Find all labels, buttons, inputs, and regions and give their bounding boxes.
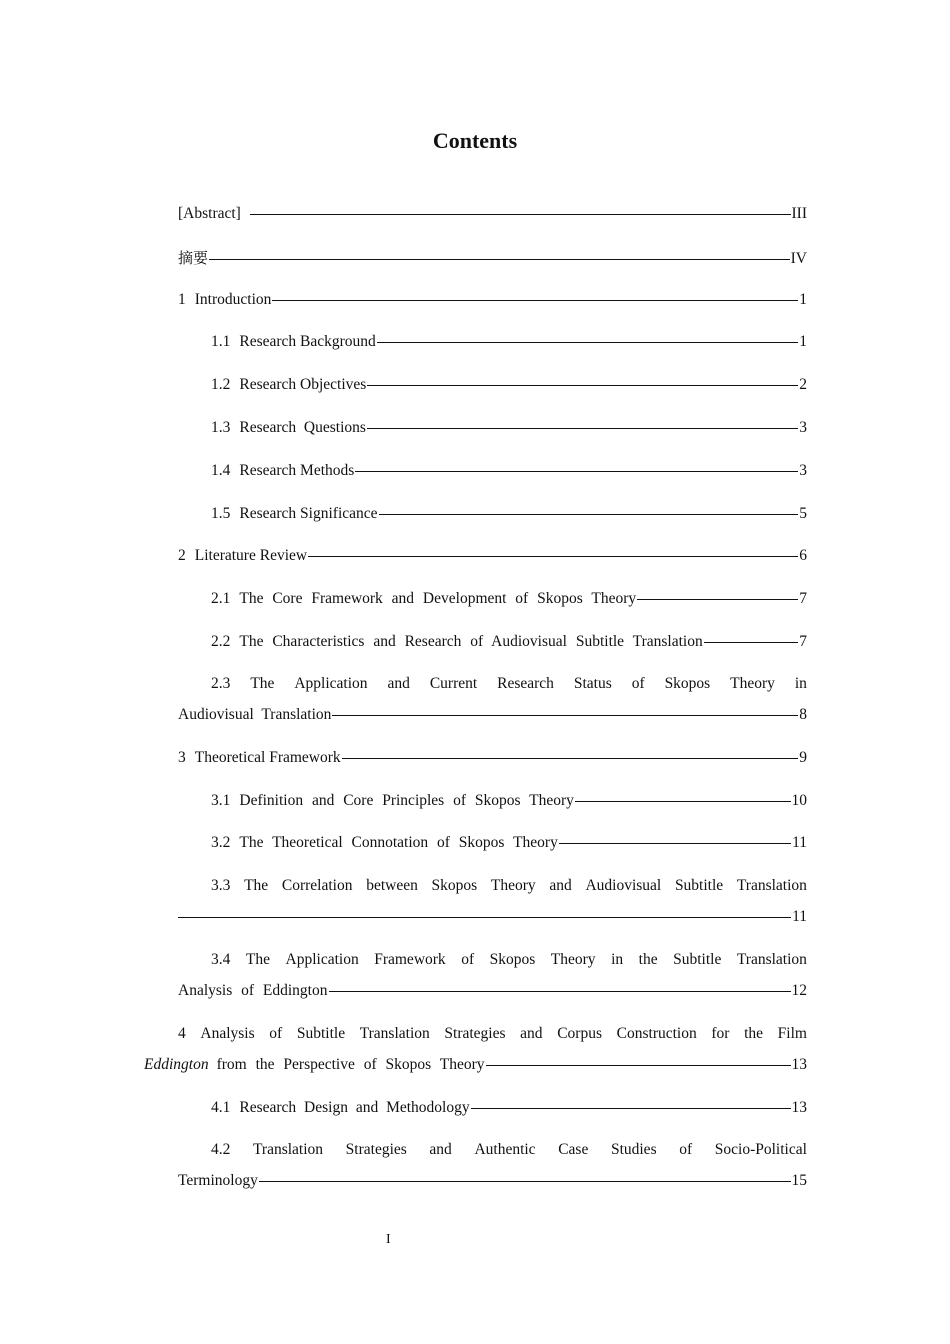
toc-entry-section-4-2-line1[interactable] bbox=[211, 1140, 807, 1160]
toc-entry-section-3-2[interactable] bbox=[211, 833, 807, 853]
toc-entry-section-3-3-line2[interactable] bbox=[178, 907, 807, 927]
toc-entry-label: Audiovisual Translation bbox=[178, 706, 332, 723]
toc-entry-label: Research Questions bbox=[239, 419, 366, 436]
toc-leader bbox=[575, 801, 791, 802]
toc-entry-label: Research Objectives bbox=[239, 376, 367, 393]
toc-word: in bbox=[794, 675, 807, 692]
toc-entry-label: The Theoretical Connotation of Skopos Theory bbox=[239, 834, 558, 851]
toc-page-number: 15 bbox=[791, 1172, 807, 1189]
toc-entry-label: 摘要 bbox=[178, 249, 209, 267]
toc-word: of bbox=[461, 951, 475, 968]
toc-entry-chapter-2[interactable] bbox=[178, 546, 807, 566]
toc-entry-label: Research Design and Methodology bbox=[239, 1099, 470, 1116]
toc-entry-section-2-3-line2[interactable] bbox=[178, 705, 807, 725]
toc-entry-abstract[interactable] bbox=[178, 204, 807, 224]
toc-leader bbox=[178, 917, 791, 918]
toc-entry-section-3-4-line1[interactable] bbox=[211, 950, 807, 970]
toc-word: of bbox=[631, 675, 645, 692]
toc-entry-label: Analysis of Eddington bbox=[178, 982, 328, 999]
toc-page-number: IV bbox=[790, 250, 807, 267]
toc-leader bbox=[471, 1108, 791, 1109]
toc-leader bbox=[704, 642, 799, 643]
toc-page-number: 3 bbox=[799, 462, 807, 479]
toc-entry-number: 1.3 bbox=[211, 419, 231, 436]
toc-entry-label: The Core Framework and Development of Skopos Theory bbox=[239, 590, 637, 607]
toc-entry-section-3-3-line1[interactable] bbox=[211, 876, 807, 896]
toc-leader bbox=[377, 342, 798, 343]
toc-entry-number: 2.1 bbox=[211, 590, 231, 607]
toc-leader bbox=[272, 300, 798, 301]
toc-leader bbox=[209, 259, 790, 260]
toc-word: and bbox=[387, 675, 410, 692]
toc-entry-section-1-5[interactable] bbox=[211, 504, 807, 524]
toc-leader bbox=[250, 214, 791, 215]
toc-word: Application bbox=[294, 675, 368, 692]
toc-entry-film-title: Eddington bbox=[144, 1056, 209, 1073]
toc-page-number: 6 bbox=[799, 547, 807, 564]
toc-word: Theory bbox=[730, 675, 775, 692]
toc-page-number: 1 bbox=[799, 291, 807, 308]
toc-word: Case bbox=[558, 1141, 589, 1158]
toc-entry-chapter-1[interactable] bbox=[178, 290, 807, 310]
toc-word: the bbox=[744, 1025, 764, 1042]
toc-leader bbox=[259, 1181, 791, 1182]
toc-page-number: 9 bbox=[799, 749, 807, 766]
toc-word: Translation bbox=[736, 877, 807, 894]
toc-word: Subtitle bbox=[296, 1025, 346, 1042]
toc-word: Translation bbox=[253, 1141, 324, 1158]
toc-entry-number: 2.2 bbox=[211, 633, 231, 650]
toc-page-number: 11 bbox=[792, 834, 807, 851]
toc-leader bbox=[355, 471, 798, 472]
toc-entry-number: 3.1 bbox=[211, 792, 231, 809]
toc-page-number: 11 bbox=[792, 908, 807, 925]
toc-leader bbox=[367, 385, 798, 386]
toc-entry-label: The Characteristics and Research of Audiovisual Subtitle Translation bbox=[239, 633, 703, 650]
toc-word: Translation bbox=[359, 1025, 430, 1042]
toc-page-number: 12 bbox=[791, 982, 807, 999]
toc-word: Skopos bbox=[664, 675, 711, 692]
toc-word: Subtitle bbox=[673, 951, 722, 968]
toc-word: Strategies bbox=[345, 1141, 407, 1158]
toc-word: of bbox=[679, 1141, 693, 1158]
toc-word: Socio-Political bbox=[714, 1141, 807, 1158]
toc-entry-number: 1.4 bbox=[211, 462, 231, 479]
toc-entry-chapter-3[interactable] bbox=[178, 748, 807, 768]
toc-word: Studies bbox=[610, 1141, 657, 1158]
page-footer-number: I bbox=[386, 1232, 391, 1247]
toc-page-number: 8 bbox=[799, 706, 807, 723]
toc-word: Correlation bbox=[281, 877, 353, 894]
toc-word: Theory bbox=[550, 951, 596, 968]
toc-page-number: 2 bbox=[799, 376, 807, 393]
toc-word: in bbox=[611, 951, 624, 968]
toc-entry-number: 4.1 bbox=[211, 1099, 231, 1116]
toc-word: Film bbox=[777, 1025, 807, 1042]
toc-leader bbox=[559, 843, 791, 844]
toc-word: The bbox=[244, 877, 269, 894]
toc-word: and bbox=[549, 877, 572, 894]
toc-word: Framework bbox=[374, 951, 446, 968]
toc-word: of bbox=[269, 1025, 283, 1042]
toc-entry-section-2-2[interactable] bbox=[211, 632, 807, 652]
toc-entry-number: 3.2 bbox=[211, 834, 231, 851]
toc-word: Skopos bbox=[431, 877, 478, 894]
toc-entry-label: Terminology bbox=[178, 1172, 258, 1189]
toc-leader bbox=[329, 991, 791, 992]
toc-page-number: 13 bbox=[791, 1056, 807, 1073]
toc-entry-number: 1.5 bbox=[211, 505, 231, 522]
toc-entry-label: from the Perspective of Skopos Theory bbox=[216, 1056, 485, 1073]
toc-word: Audiovisual bbox=[585, 877, 662, 894]
toc-word: Current bbox=[429, 675, 478, 692]
toc-entry-section-1-4[interactable] bbox=[211, 461, 807, 481]
toc-word: and bbox=[520, 1025, 543, 1042]
toc-leader bbox=[379, 514, 799, 515]
toc-entry-label: Definition and Core Principles of Skopos Theory bbox=[239, 792, 574, 809]
toc-entry-section-1-2[interactable] bbox=[211, 375, 807, 395]
toc-entry-label: Literature Review bbox=[194, 547, 308, 564]
toc-leader bbox=[332, 715, 798, 716]
toc-entry-chapter-4-line2[interactable] bbox=[144, 1055, 807, 1075]
toc-word: Subtitle bbox=[674, 877, 724, 894]
toc-entry-number: 4 bbox=[178, 1025, 186, 1042]
page-title: Contents bbox=[432, 128, 518, 153]
toc-word: Strategies bbox=[444, 1025, 506, 1042]
toc-entry-section-4-1[interactable] bbox=[211, 1098, 807, 1118]
toc-entry-number: 1.1 bbox=[211, 333, 231, 350]
toc-page-number: 3 bbox=[799, 419, 807, 436]
toc-entry-label: Research Methods bbox=[239, 462, 355, 479]
toc-word: Application bbox=[285, 951, 359, 968]
toc-entry-section-2-3-line1[interactable] bbox=[211, 674, 807, 694]
toc-entry-section-3-4-line2[interactable] bbox=[178, 981, 807, 1001]
toc-entry-label: Theoretical Framework bbox=[194, 749, 341, 766]
toc-entry-section-4-2-line2[interactable] bbox=[178, 1171, 807, 1191]
toc-word: Construction bbox=[616, 1025, 697, 1042]
toc-leader bbox=[486, 1065, 791, 1066]
toc-word: the bbox=[638, 951, 658, 968]
toc-word: Status bbox=[573, 675, 612, 692]
toc-entry-number: 1 bbox=[178, 291, 186, 308]
toc-leader bbox=[637, 599, 798, 600]
toc-page-number: 10 bbox=[791, 792, 807, 809]
toc-entry-label: Introduction bbox=[194, 291, 272, 308]
toc-word: Translation bbox=[736, 951, 807, 968]
toc-page-number: 7 bbox=[799, 590, 807, 607]
toc-leader bbox=[367, 428, 798, 429]
toc-entry-section-1-1[interactable] bbox=[211, 332, 807, 352]
toc-word: Authentic bbox=[474, 1141, 536, 1158]
toc-entry-zhaiyao[interactable] bbox=[178, 248, 807, 269]
toc-word: Skopos bbox=[489, 951, 536, 968]
toc-page-number: 7 bbox=[799, 633, 807, 650]
toc-word: for bbox=[711, 1025, 730, 1042]
toc-word: Analysis bbox=[200, 1025, 255, 1042]
toc-entry-section-2-1[interactable] bbox=[211, 589, 807, 609]
toc-entry-number: 2 bbox=[178, 547, 186, 564]
toc-entry-section-3-1[interactable] bbox=[211, 791, 807, 811]
toc-word: The bbox=[250, 675, 275, 692]
toc-word: and bbox=[429, 1141, 452, 1158]
toc-word: Theory bbox=[490, 877, 536, 894]
toc-entry-number: 3 bbox=[178, 749, 186, 766]
toc-entry-number: 1.2 bbox=[211, 376, 231, 393]
toc-word: Research bbox=[497, 675, 554, 692]
toc-page-number: III bbox=[791, 205, 807, 222]
toc-entry-number: 3.3 bbox=[211, 877, 231, 894]
toc-leader bbox=[308, 556, 798, 557]
toc-entry-number: 4.2 bbox=[211, 1141, 231, 1158]
toc-entry-number: 2.3 bbox=[211, 675, 231, 692]
toc-entry-label: [Abstract] bbox=[178, 205, 241, 222]
toc-entry-section-1-3[interactable] bbox=[211, 418, 807, 438]
toc-page-number: 1 bbox=[799, 333, 807, 350]
toc-page-number: 13 bbox=[791, 1099, 807, 1116]
toc-word: between bbox=[366, 877, 418, 894]
toc-page-number: 5 bbox=[799, 505, 807, 522]
toc-leader bbox=[342, 758, 799, 759]
toc-entry-number: 3.4 bbox=[211, 951, 231, 968]
toc-word: The bbox=[245, 951, 270, 968]
toc-word: Corpus bbox=[557, 1025, 602, 1042]
toc-entry-label: Research Significance bbox=[239, 505, 378, 522]
toc-entry-label: Research Background bbox=[239, 333, 376, 350]
toc-entry-chapter-4-line1[interactable] bbox=[178, 1024, 807, 1044]
